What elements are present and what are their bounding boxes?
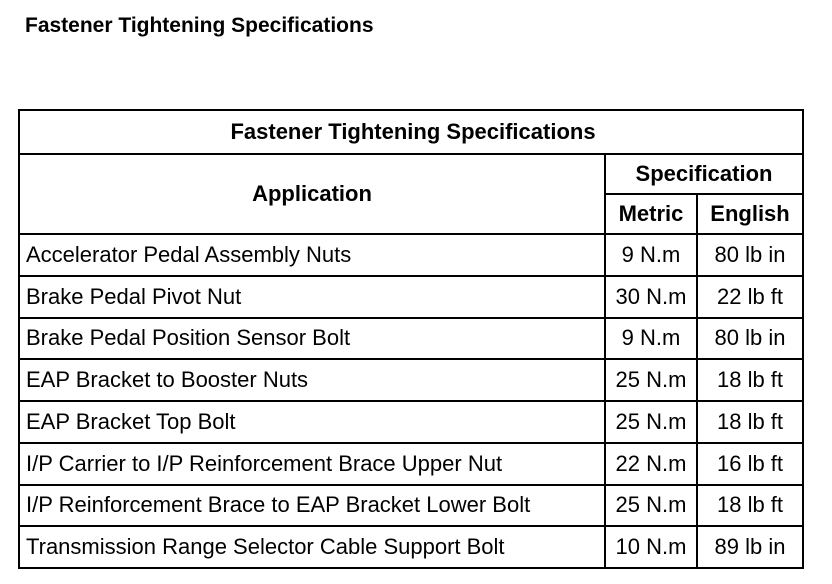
table-row <box>20 235 802 277</box>
table-row <box>20 360 802 402</box>
metric-cell: 22 N.m <box>606 444 698 486</box>
english-cell: 18 lb ft <box>698 486 802 528</box>
application-cell: EAP Bracket to Booster Nuts <box>20 360 606 402</box>
header-metric: Metric <box>606 195 698 235</box>
header-specification: Specification <box>606 155 802 195</box>
english-cell: 80 lb in <box>698 235 802 277</box>
table-row <box>20 444 802 486</box>
table-row <box>20 277 802 319</box>
page-title: Fastener Tightening Specifications <box>25 14 374 37</box>
english-cell: 18 lb ft <box>698 360 802 402</box>
application-cell: I/P Carrier to I/P Reinforcement Brace Upper Nut <box>20 444 606 486</box>
english-cell: 80 lb in <box>698 319 802 361</box>
table-row <box>20 486 802 528</box>
metric-cell: 9 N.m <box>606 319 698 361</box>
application-cell: Brake Pedal Pivot Nut <box>20 277 606 319</box>
application-cell: I/P Reinforcement Brace to EAP Bracket Lower Bolt <box>20 486 606 528</box>
application-cell: Brake Pedal Position Sensor Bolt <box>20 319 606 361</box>
application-cell: Transmission Range Selector Cable Support Bolt <box>20 527 606 567</box>
application-cell: EAP Bracket Top Bolt <box>20 402 606 444</box>
application-cell: Accelerator Pedal Assembly Nuts <box>20 235 606 277</box>
table-row <box>20 527 802 567</box>
table-row <box>20 402 802 444</box>
metric-cell: 30 N.m <box>606 277 698 319</box>
table-body <box>20 235 802 567</box>
metric-cell: 25 N.m <box>606 402 698 444</box>
table-caption: Fastener Tightening Specifications <box>20 111 802 155</box>
english-cell: 18 lb ft <box>698 402 802 444</box>
english-cell: 89 lb in <box>714 534 786 560</box>
english-cell: 22 lb ft <box>698 277 802 319</box>
header-application: Application <box>20 155 606 235</box>
table-row <box>20 319 802 361</box>
metric-cell: 10 N.m <box>606 527 698 567</box>
english-cell: 16 lb ft <box>698 444 802 486</box>
metric-cell: 25 N.m <box>606 486 698 528</box>
header-english: English <box>698 195 802 235</box>
metric-cell: 9 N.m <box>606 235 698 277</box>
metric-cell: 25 N.m <box>606 360 698 402</box>
fastener-spec-table <box>18 109 804 569</box>
